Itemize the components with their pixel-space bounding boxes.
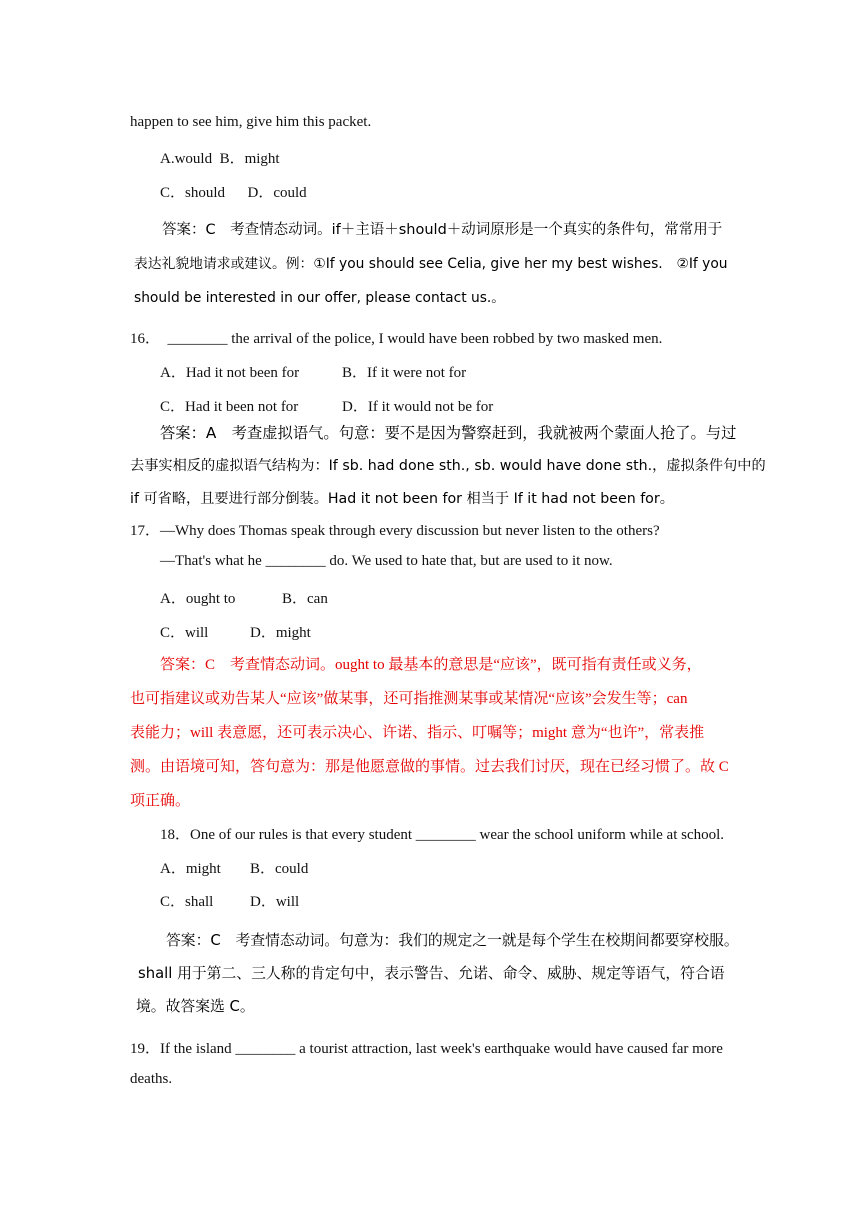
q18-answer-line-2: shall 用于第二、三人称的肯定句中，表示警告、允诺、命令、威胁、规定等语气，符合语 (138, 965, 725, 982)
q15-answer-line-2: 表达礼貌地请求或建议。例：①If you should see Celia, give her my best wishes. ②If you (134, 256, 728, 272)
q16-option-b: B．If it were not for (342, 365, 467, 381)
q18-stem: 18．One of our rules is that every student ________ wear the school uniform while at school. (160, 827, 725, 843)
q15-answer-line-3: should be interested in our offer, please contact us.。 (134, 290, 506, 306)
q15-options-row2: C．should D．could (160, 185, 307, 201)
q19-stem-continued: deaths. (130, 1071, 173, 1087)
q16-answer-line-1: 答案：A 考查虚拟语气。句意：要不是因为警察赶到，我就被两个蒙面人抢了。与过 (160, 424, 737, 442)
q17-answer-line-5: 项正确。 (130, 793, 191, 809)
q18-answer-line-3: 境。故答案选 C。 (136, 998, 255, 1015)
q16-option-d: D．If it would not be for (342, 399, 494, 415)
q16-option-c: C．Had it been not for (160, 399, 299, 415)
q18-option-c: C．shall (160, 894, 214, 910)
q18-option-a: A．might (160, 861, 221, 877)
q17-answer-line-1: 答案：C 考查情态动词。ought to 最基本的意思是“应该”，既可指有责任或义务， (160, 657, 702, 673)
q17-option-c: C．will (160, 625, 209, 641)
q18-answer-line-1: 答案：C 考查情态动词。句意为：我们的规定之一就是每个学生在校期间都要穿校服。 (166, 932, 739, 949)
q17-option-a: A．ought to (160, 591, 236, 607)
q17-answer-line-2: 也可指建议或劝告某人“应该”做某事，还可指推测某事或某情况“应该”会发生等；can (130, 691, 688, 707)
q17-answer-line-3: 表能力；will 表意愿，还可表示决心、许诺、指示、叮嘱等；might 意为“也许”，常表推 (130, 725, 705, 741)
q16-answer-line-3: if 可省略，且要进行部分倒装。Had it not been for 相当于 If it had not been for。 (130, 491, 674, 507)
q17-option-d: D．might (250, 625, 311, 641)
q15-answer-line-1: 答案：C 考查情态动词。if＋主语＋should＋动词原形是一个真实的条件句，常常用于 (162, 222, 723, 238)
q18-option-b: B．could (250, 861, 309, 877)
q18-option-d: D．will (250, 894, 300, 910)
q17-stem-reply: —That's what he ________ do. We used to hate that, but are used to it now. (160, 553, 613, 569)
q15-stem-tail: happen to see him, give him this packet. (130, 114, 372, 130)
q15-options-row1: A.would B．might (160, 151, 280, 167)
q17-option-b: B．can (282, 591, 328, 607)
q19-stem: 19．If the island ________ a tourist attraction, last week's earthquake would have caused far more (130, 1041, 723, 1057)
q16-stem: 16． ________ the arrival of the police, I would have been robbed by two masked men. (130, 331, 663, 347)
q17-answer-line-4: 测。由语境可知，答句意为：那是他愿意做的事情。过去我们讨厌，现在已经习惯了。故 C (130, 759, 729, 775)
q16-answer-line-2: 去事实相反的虚拟语气结构为：If sb. had done sth., sb. would have done sth.，虚拟条件句中的 (130, 458, 766, 474)
q17-stem: 17．—Why does Thomas speak through every discussion but never listen to the others? (130, 523, 660, 539)
q16-option-a: A．Had it not been for (160, 365, 300, 381)
